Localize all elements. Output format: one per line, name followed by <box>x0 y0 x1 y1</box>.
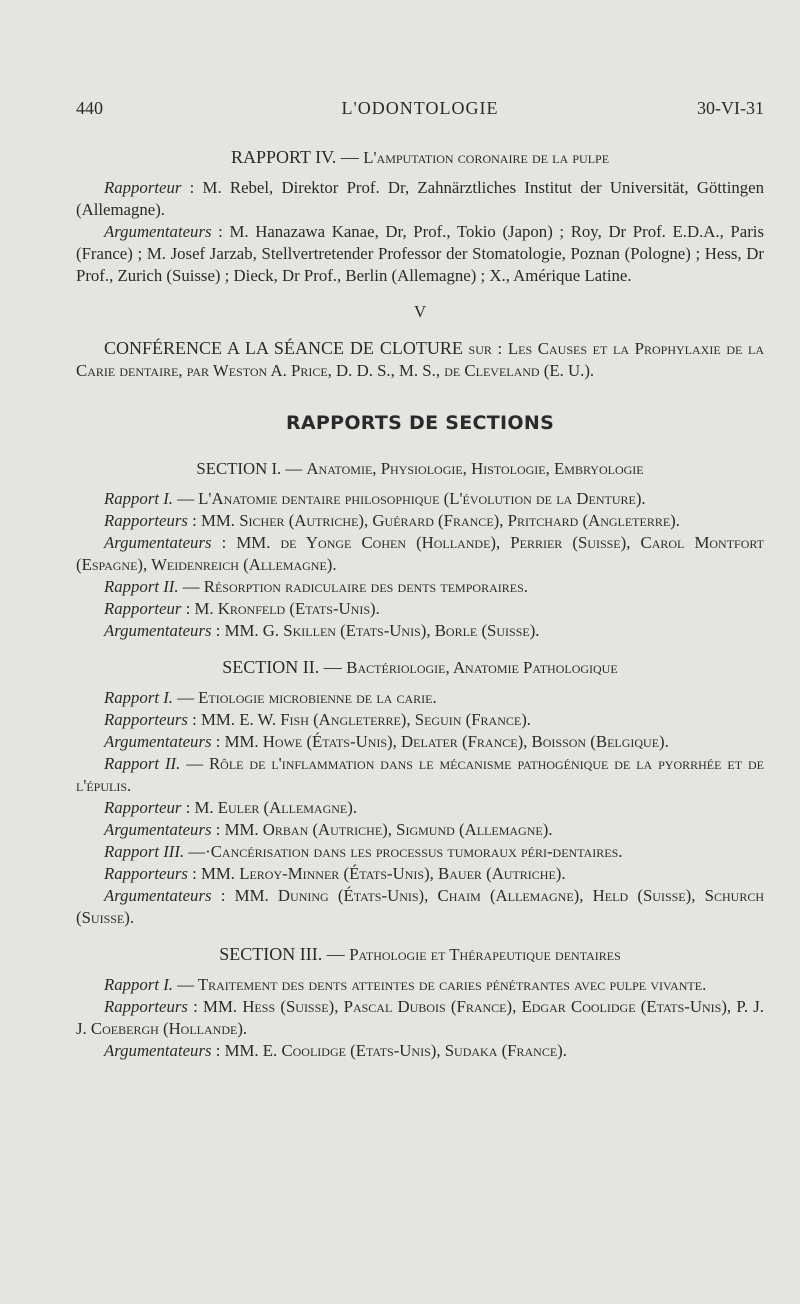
entry-text: — Etiologie microbienne de la carie. <box>173 688 437 707</box>
issue-date: 30-VI-31 <box>697 98 764 118</box>
rapport-iv-title: RAPPORT IV. — L'amputation coronaire de la pulpe <box>230 147 610 167</box>
rapport-iv-rapporteur: Rapporteur : M. Rebel, Direktor Prof. Dr, Zahnärztliches Institut der Universität, Göttingen (Allemagne). <box>76 178 764 219</box>
entry-text: : MM. Duning (États-Unis), Chaim (Allemagne), Held (Suisse), Schurch (Suisse). <box>76 886 764 927</box>
entry-line <box>76 620 764 642</box>
entry-label: Argumentateurs <box>104 886 212 905</box>
entry-text: — Résorption radiculaire des dents temporaires. <box>178 577 528 596</box>
entry-line <box>76 510 764 532</box>
entry-text: : MM. E. W. Fish (Angleterre), Seguin (France). <box>187 710 531 729</box>
running-header <box>76 98 764 128</box>
entry-label: Rapport I. <box>104 688 173 707</box>
page-number: 440 <box>76 98 103 118</box>
entry-text: : MM. Hess (Suisse), Pascal Dubois (France), Edgar Coolidge (Etats-Unis), P. J. J. Coebergh (Hollande). <box>76 997 764 1038</box>
entry-text: — Rôle de l'inflammation dans le mécanisme pathogénique de la pyorrhée et de l'épulis. <box>76 754 764 795</box>
section-1-title: SECTION I. — Anatomie, Physiologie, Histologie, Embryologie <box>196 459 644 478</box>
entry-text: : M. Euler (Allemagne). <box>181 798 358 817</box>
entry-label: Rapporteurs <box>104 864 188 883</box>
entry-label: Rapport I. <box>104 975 173 994</box>
entry-label: Rapporteur <box>104 599 182 618</box>
entry-label: Argumentateurs <box>104 732 212 751</box>
entry-text: : MM. Orban (Autriche), Sigmund (Allemagne). <box>211 820 553 839</box>
conference-roman: V <box>413 302 427 321</box>
entry-line <box>76 797 764 819</box>
section-2-title: SECTION II. — Bactériologie, Anatomie Pathologique <box>222 657 618 677</box>
entry-text: : MM. E. Coolidge (Etats-Unis), Sudaka (France). <box>211 1041 567 1060</box>
entry-line <box>76 841 764 863</box>
page-body <box>76 146 764 1062</box>
entry-label: Rapport II. <box>104 754 181 773</box>
entry-line <box>76 885 764 929</box>
entry-line <box>76 863 764 885</box>
entry-text: — L'Anatomie dentaire philosophique (L'évolution de la Denture). <box>173 489 646 508</box>
entry-text: : MM. Leroy-Minner (États-Unis), Bauer (Autriche). <box>187 864 566 883</box>
entry-text: : MM. de Yonge Cohen (Hollande), Perrier (Suisse), Carol Montfort (Espagne), Weidenreich (Allemagne). <box>76 533 764 574</box>
entry-text: —·Cancérisation dans les processus tumoraux péri-dentaires. <box>184 842 623 861</box>
entry-label: Rapporteurs <box>104 511 188 530</box>
entry-text: — Traitement des dents atteintes de caries pénétrantes avec pulpe vivante. <box>173 975 707 994</box>
entry-text: : MM. Sicher (Autriche), Guérard (France), Pritchard (Angleterre). <box>187 511 680 530</box>
entry-line <box>76 576 764 598</box>
entry-label: Argumentateurs <box>104 533 212 552</box>
section-2-list <box>76 687 764 929</box>
section-3-list <box>76 974 764 1062</box>
entry-line <box>76 598 764 620</box>
entry-label: Rapport II. <box>104 577 179 596</box>
entry-line <box>76 974 764 996</box>
entry-text: : MM. Howe (États-Unis), Delater (France), Boisson (Belgique). <box>211 732 669 751</box>
entry-label: Argumentateurs <box>104 1041 212 1060</box>
entry-label: Argumentateurs <box>104 621 212 640</box>
entry-label: Rapport III. <box>104 842 185 861</box>
entry-label: Rapport I. <box>104 489 173 508</box>
entry-label: Rapporteurs <box>104 710 188 729</box>
entry-line <box>76 687 764 709</box>
entry-line <box>76 532 764 576</box>
entry-line <box>76 753 764 797</box>
entry-line <box>76 731 764 753</box>
running-title: L'ODONTOLOGIE <box>341 98 499 118</box>
section-3-title: SECTION III. — Pathologie et Thérapeutique dentaires <box>219 944 621 964</box>
entry-line <box>76 996 764 1040</box>
entry-line <box>76 1040 764 1062</box>
conference-text: CONFÉRENCE A LA SÉANCE DE CLOTURE sur : Les Causes et la Prophylaxie de la Carie dentaire, par Weston A. Price, D. D. S., M. S., de Cleveland (E. U.). <box>76 338 764 380</box>
entry-label: Rapporteur <box>104 798 182 817</box>
entry-text: : MM. G. Skillen (Etats-Unis), Borle (Suisse). <box>211 621 540 640</box>
rapport-iv-argumentateurs: Argumentateurs : M. Hanazawa Kanae, Dr, Prof., Tokio (Japon) ; Roy, Dr Prof. E.D.A., Paris (France) ; M. Josef Jarzab, Stellvertretender Professor der Stomatologie, Poznan (Pologne) ; Hess, Dr Prof., Zurich (Suisse) ; Dieck, Dr Prof., Berlin (Allemagne) ; X., Amérique Latine. <box>76 222 764 285</box>
entry-label: Argumentateurs <box>104 820 212 839</box>
sections-heading: RAPPORTS DE SECTIONS <box>285 412 555 434</box>
entry-text: : M. Kronfeld (Etats-Unis). <box>181 599 380 618</box>
section-1-list <box>76 488 764 642</box>
entry-line <box>76 819 764 841</box>
entry-label: Rapporteurs <box>104 997 188 1016</box>
entry-line <box>76 488 764 510</box>
entry-line <box>76 709 764 731</box>
